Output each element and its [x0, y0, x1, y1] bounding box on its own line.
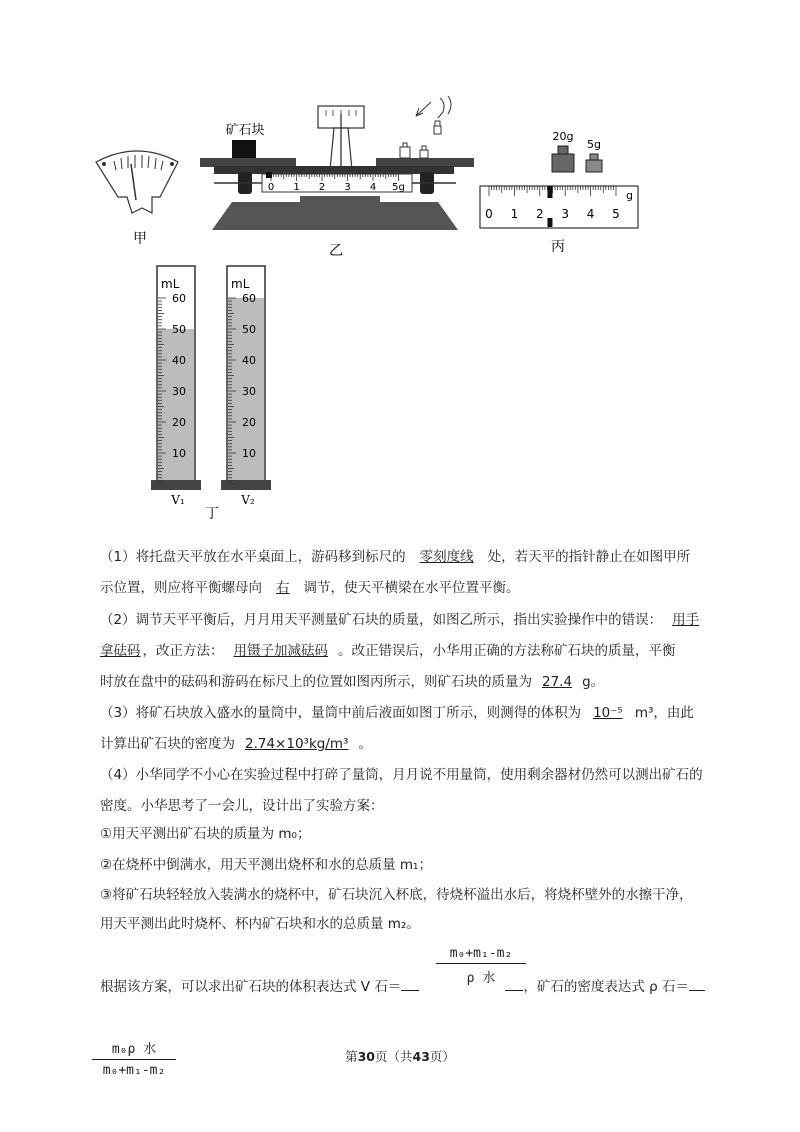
- ml-label: mL: [231, 277, 250, 291]
- volume-blank-left: [401, 976, 419, 991]
- q4-step3b: [100, 914, 720, 934]
- q3-answer1: 10⁻⁵: [593, 705, 623, 721]
- q2-line1: [100, 610, 720, 630]
- beam-rider: [266, 172, 272, 178]
- volume-denominator: ρ 水: [466, 971, 496, 986]
- rider-scale-label: 4: [586, 207, 595, 221]
- cylinder-tick-label: 50: [172, 323, 186, 336]
- q4-line2: [100, 796, 720, 816]
- q4-text4: ，矿石的密度表达式 ρ 石＝: [523, 979, 689, 995]
- cylinders-ding: [151, 266, 271, 520]
- cylinder-tick-label: 60: [242, 292, 256, 305]
- left-pan: [200, 158, 296, 167]
- weight-5g: [586, 160, 602, 172]
- q2-line2: [100, 641, 720, 661]
- rider-unit: g: [626, 189, 633, 202]
- q1-text2: 处，若天平的指针静止在如图甲所: [487, 549, 691, 565]
- q4-step3a-text: ③将矿石块轻轻放入装满水的烧杯中，矿石块沉入杯底，待烧杯溢出水后，将烧杯壁外的水擦干净，: [100, 887, 693, 903]
- beam-scale-label: 2: [318, 182, 326, 193]
- footer-mid: 页（共: [374, 1049, 413, 1064]
- q1-text3: 示位置，则应将平衡螺母向: [100, 580, 262, 596]
- q1-text1: （1）将托盘天平放在水平桌面上，游码移到标尺的: [100, 549, 406, 565]
- ml-label: mL: [161, 277, 180, 291]
- rider-scale-label: 5: [612, 207, 620, 221]
- cylinder-v1: [151, 266, 201, 490]
- q2-text4: 时放在盘中的砝码和游码在标尺上的位置如图丙所示，则矿石块的质量为: [100, 674, 532, 690]
- q3-text2: m³，由此: [634, 705, 694, 721]
- rider-marker-bottom: [547, 218, 552, 227]
- weights-bing: [480, 130, 638, 255]
- beam-scale-label: 5g: [392, 182, 405, 193]
- q1-answer1: 零刻度线: [419, 549, 474, 565]
- cylinder-v2: [221, 266, 271, 490]
- volume-fraction: [436, 946, 526, 986]
- balance-yi: [200, 96, 474, 259]
- cylinder-tick-label: 60: [172, 292, 186, 305]
- q4-text1: （4）小华同学不小心在实验过程中打碎了量筒，月月说不用量筒，使用剩余器材仍然可以测出矿石的: [100, 767, 703, 783]
- label-5g: 5g: [587, 138, 601, 151]
- footer-post: 页）: [429, 1049, 455, 1064]
- q2-answer3: 27.4: [542, 674, 573, 690]
- q3-line2: [100, 734, 720, 754]
- q4-text3: 根据该方案，可以求出矿石块的体积表达式 V 石＝: [100, 979, 402, 995]
- q2-text2: ，改正方法：: [142, 643, 224, 659]
- label-bing: 丙: [551, 239, 565, 255]
- cylinder-tick-label: 10: [242, 447, 256, 460]
- q4-step2-text: ②在烧杯中倒满水，用天平测出烧杯和水的总质量 m₁；: [100, 857, 432, 873]
- label-ding: 丁: [205, 506, 219, 520]
- q4-step1-text: ①用天平测出矿石块的质量为 m₀；: [100, 826, 311, 842]
- q1-text4: 调节，使天平横梁在水平位置平衡。: [303, 580, 520, 596]
- q2-answer2: 用镊子加减砝码: [233, 643, 328, 659]
- right-pan: [376, 158, 474, 167]
- rider-scale-label: 0: [485, 207, 493, 221]
- cylinder-tick-label: 40: [242, 354, 256, 367]
- q2-text1: （2）调节天平平衡后，月月用天平测量矿石块的质量，如图乙所示，指出实验操作中的错误：: [100, 612, 663, 628]
- label-yi: 乙: [329, 243, 343, 259]
- experiment-figure: [0, 0, 800, 520]
- density-denominator: m₀+m₁-m₂: [102, 1063, 166, 1078]
- cylinder-tick-label: 50: [242, 323, 256, 336]
- rider-scale-label: 2: [535, 207, 544, 221]
- label-v1: V₁: [171, 493, 185, 507]
- q1-line1: [100, 547, 720, 567]
- label-20g: 20g: [552, 130, 574, 143]
- q3-answer2: 2.74×10³kg/m³: [245, 736, 349, 752]
- q1-line2: [100, 578, 720, 598]
- rider-scale-label: 3: [561, 207, 570, 221]
- q4-step2: [100, 855, 720, 875]
- q4-step3a: [100, 885, 720, 905]
- q3-text4: 。: [358, 736, 372, 752]
- page-number: 30: [357, 1049, 375, 1064]
- page-footer: [0, 1047, 800, 1065]
- q3-text3: 计算出矿石块的密度为: [100, 736, 235, 752]
- q2-line3: [100, 672, 720, 692]
- density-numerator: m₀ρ 水: [92, 1038, 176, 1060]
- q3-line1: [100, 703, 720, 723]
- q2-text3: 。改正错误后，小华用正确的方法称矿石块的质量，平衡: [338, 643, 676, 659]
- beam-scale-label: 1: [293, 182, 300, 193]
- q4-step1: [100, 824, 720, 844]
- q4-expression-line: [100, 976, 720, 997]
- beam-scale-label: 0: [267, 182, 275, 193]
- q4-text2: 密度。小华思考了一会儿，设计出了实验方案：: [100, 798, 384, 814]
- cylinder-tick-label: 30: [172, 385, 186, 398]
- rider-scale-label: 1: [510, 207, 519, 221]
- cylinder-tick-label: 40: [172, 354, 186, 367]
- cylinder-tick-label: 20: [242, 416, 256, 429]
- volume-numerator: m₀+m₁-m₂: [436, 946, 526, 964]
- q3-text1: （3）将矿石块放入盛水的量筒中，量筒中前后液面如图丁所示，则测得的体积为: [100, 705, 582, 721]
- q2-text5: g。: [582, 674, 605, 690]
- footer-pre: 第: [345, 1049, 358, 1064]
- weights-on-pan: [400, 143, 428, 158]
- cylinder-tick-label: 30: [242, 385, 256, 398]
- beam-scale-label: 3: [344, 182, 351, 193]
- q1-answer2: 右: [276, 580, 290, 596]
- q2-answer1a: 用手: [672, 612, 700, 628]
- dial-jia: [96, 151, 178, 247]
- label-ore: 矿石块: [225, 123, 265, 138]
- label-jia: 甲: [133, 231, 147, 247]
- hand-icon: [416, 96, 451, 134]
- rider-marker-top: [547, 186, 552, 198]
- cylinder-tick-label: 10: [172, 447, 186, 460]
- page-total: 43: [412, 1049, 430, 1064]
- beam-scale-label: 4: [369, 182, 377, 193]
- cylinder-tick-label: 20: [172, 416, 186, 429]
- label-v2: V₂: [241, 493, 255, 507]
- density-blank: [689, 976, 705, 991]
- ore-block: [232, 140, 256, 160]
- q4-step3b-text: 用天平测出此时烧杯、杯内矿石块和水的总质量 m₂。: [100, 916, 420, 932]
- q4-line1: [100, 765, 720, 785]
- q2-answer1b: 拿砝码: [100, 643, 141, 659]
- weight-20g: [552, 154, 574, 172]
